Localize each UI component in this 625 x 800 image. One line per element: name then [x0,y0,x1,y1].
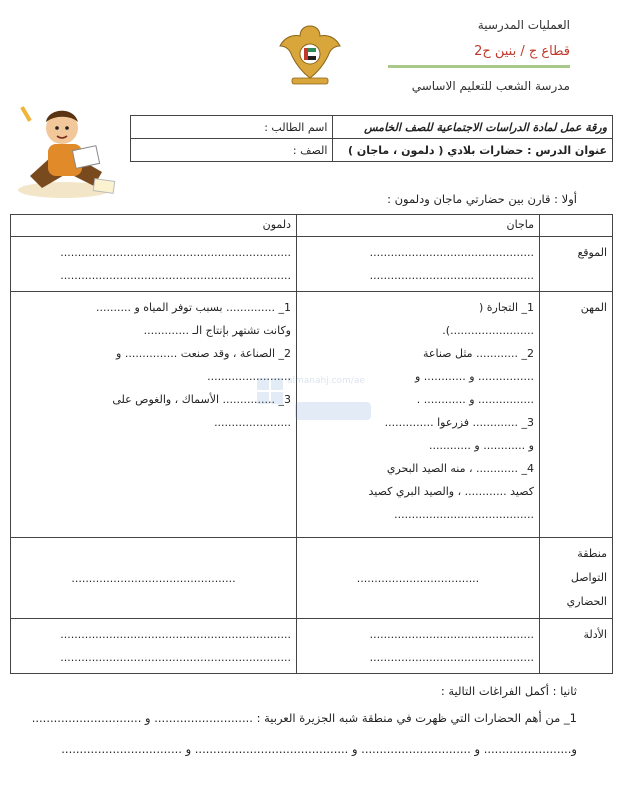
info-table [130,115,613,162]
grade-field[interactable]: الصف : [131,139,333,162]
magan-prof-line[interactable]: و ............ و ............ [428,439,534,452]
col-magan-header: ماجان [297,215,540,237]
worksheet-title: ورقة عمل لمادة الدراسات الاجتماعية للصف الخامس [333,116,613,139]
magan-prof-line[interactable]: 3_ ............. فزرعوا .............. [384,416,534,429]
magan-prof-line[interactable]: ........................). [442,324,534,337]
magan-evidence-blank[interactable]: ............................................... [369,651,534,664]
department-label: العمليات المدرسية [477,18,570,32]
dilmun-prof-line[interactable]: 2_ الصناعة ، وقد صنعت ............... و [116,347,291,360]
dilmun-evidence-blank[interactable]: .................................................................. [60,628,291,641]
magan-prof-line[interactable]: ........................................ [394,508,534,521]
row-label-contact-l1: منطقة [577,547,607,560]
magan-prof-line[interactable]: ................ و ............ . [416,393,534,406]
row-label-evidence: الأدلة [540,619,613,674]
question-1-line2[interactable]: و........................ و .............................. و .......................................... و ................................. [61,742,577,756]
row-label-contact-l3: الحضاري [566,595,607,608]
magan-prof-line[interactable]: 2_ ............ مثل صناعة [423,347,534,360]
comparison-table [10,214,613,674]
dilmun-prof-line[interactable]: ........................ [207,370,291,383]
lesson-title: عنوان الدرس : حضارات بلادي ( دلمون ، ماجان ) [333,139,613,162]
watermark-text: almanahj.com/ae [287,376,365,386]
header-rule [388,65,570,68]
dilmun-location-blank[interactable]: .................................................................. [60,269,291,282]
student-reading-icon [12,100,120,200]
question-1-line1[interactable]: 1_ من أهم الحضارات التي ظهرت في منطقة شبه الجزيرة العربية : ........................... و .............................. [31,711,577,725]
magan-prof-line[interactable]: 4_ ............ ، منه الصيد البحري [386,462,534,475]
dilmun-contact-blank[interactable]: ............................................... [71,571,236,585]
dilmun-prof-line[interactable]: 3_ ............... الأسماك ، والغوص على [112,393,291,406]
col-dilmun-header: دلمون [11,215,297,237]
magan-contact-blank[interactable]: ................................... [356,571,480,585]
magan-prof-line[interactable]: 1_ التجارة ( [478,301,534,314]
magan-prof-line[interactable]: كصيد ............ ، والصيد البري كصيد [368,485,534,498]
row-label-location: الموقع [540,237,613,292]
magan-location-blank[interactable]: ............................................... [369,269,534,282]
watermark [255,372,375,432]
magan-prof-line[interactable]: ................ و ............ و [414,370,534,383]
magan-location-blank[interactable]: ............................................... [369,246,534,259]
dilmun-location-blank[interactable]: .................................................................. [60,246,291,259]
row-label-professions: المهن [540,292,613,538]
student-name-field[interactable]: اسم الطالب : [131,116,333,139]
section1-title: أولا : قارن بين حضارتي ماجان ودلمون : [387,192,577,206]
dilmun-prof-line[interactable]: 1_ .............. بسبب توفر المياه و .......... [96,301,291,314]
dilmun-evidence-blank[interactable]: .................................................................. [60,651,291,664]
row-label-contact [540,538,613,619]
school-name: مدرسة الشعب للتعليم الاساسي [411,79,570,93]
magan-evidence-blank[interactable]: ............................................... [369,628,534,641]
row-label-contact-l2: التواصل [570,571,607,584]
uae-emblem-icon [278,20,342,88]
dilmun-prof-line[interactable]: وكانت تشتهر بإنتاج الـ ............. [143,324,291,337]
dilmun-prof-line[interactable]: ...................... [214,416,291,429]
section2-title: ثانيا : أكمل الفراغات التالية : [440,684,577,698]
sector-label: قطاع ج / بنين ح2 [474,44,570,59]
